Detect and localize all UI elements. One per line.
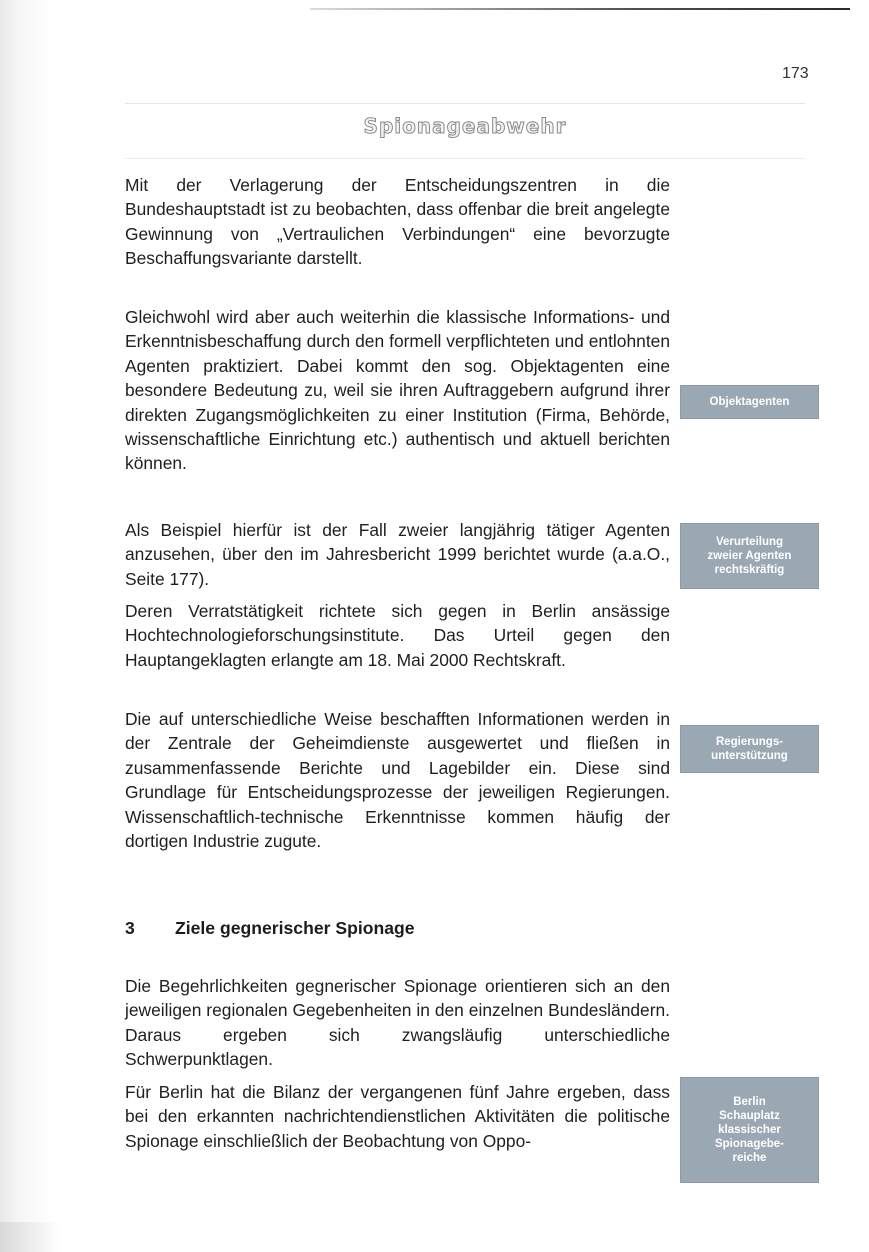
margin-note-line: Objektagenten [709,396,790,408]
section-title: Ziele gegnerischer Spionage [175,918,415,938]
margin-note-line: Spionagebe- [714,1138,784,1150]
margin-note-verurteilung [680,523,819,589]
paragraph-5: Die auf unterschiedliche Weise beschafften Informationen werden in der Zentrale der Geheimdienste ausgewertet und fließen in zusammenfassende Berichte und Lagebilder ein. Diese sind Grundlage für Entscheidungsprozesse der jeweiligen Regierungen. Wissenschaftlich-technische Erkenntnisse kommen häufig der dortigen Industrie zugute. [125,709,670,852]
paragraph-4: Deren Verratstätigkeit richtete sich gegen in Berlin ansässige Hochtechnologieforschungsinstitute. Das Urteil gegen den Hauptangeklagten erlangte am 18. Mai 2000 Rechtskraft. [125,601,670,670]
margin-note-line: rechtskräftig [714,564,785,576]
section-number: 3 [125,918,135,938]
header-rule-bottom [125,158,805,159]
top-edge-rule [310,8,850,10]
margin-note-line: zweier Agenten [707,550,792,562]
margin-note-line: Berlin [733,1096,766,1108]
paragraph-6: Die Begehrlichkeiten gegnerischer Spionage orientieren sich an den jeweiligen regionalen Gegebenheiten in den einzelnen Bundesländern. Daraus ergeben sich zwangsläufig unterschiedliche Schwerpunktlagen. [125,976,670,1070]
margin-note-line: unterstützung [711,750,788,762]
page-number: 173 [782,65,809,82]
running-title: Spionageabwehr [363,114,567,138]
margin-note-line: Verurteilung [715,536,784,548]
paragraph-7: Für Berlin hat die Bilanz der vergangenen fünf Jahre ergeben, dass bei den erkannten nachrichtendienstlichen Aktivitäten die politische Spionage einschließlich der Beobachtung von Oppo- [125,1082,670,1151]
margin-note-line: reiche [732,1152,767,1164]
page-corner-shadow [0,1222,60,1252]
margin-note-line: Regierungs- [715,736,784,748]
paragraph-2: Gleichwohl wird aber auch weiterhin die klassische Informations- und Erkenntnisbeschaffung durch den formell verpflichteten und entlohnten Agenten praktiziert. Dabei kommt den sog. Objektagenten eine besondere Bedeutung zu, weil sie ihren Auftraggebern aufgrund ihrer direkten Zugangsmöglichkeiten zu einer Institution (Firma, Behörde, wissenschaftliche Einrichtung etc.) authentisch und aktuell berichten können. [125,307,670,474]
margin-note-objektagenten [680,385,819,419]
section-heading [125,918,415,939]
page-binding-shadow [0,0,54,1252]
margin-note-regierungsunterstuetzung [680,725,819,773]
margin-note-line: klassischer [718,1124,781,1136]
paragraph-3: Als Beispiel hierfür ist der Fall zweier langjährig tätiger Agenten anzusehen, über den im Jahresbericht 1999 berichtet wurde (a.a.O., Seite 177). [125,520,670,589]
margin-note-berlin [680,1077,819,1183]
margin-note-line: Schauplatz [719,1110,780,1122]
paragraph-1: Mit der Verlagerung der Entscheidungszentren in die Bundeshauptstadt ist zu beobachten, dass offenbar die breit angelegte Gewinnung von „Vertraulichen Verbindungen“ eine bevorzugte Beschaffungsvariante darstellt. [125,175,670,269]
header-rule-top [125,103,805,104]
